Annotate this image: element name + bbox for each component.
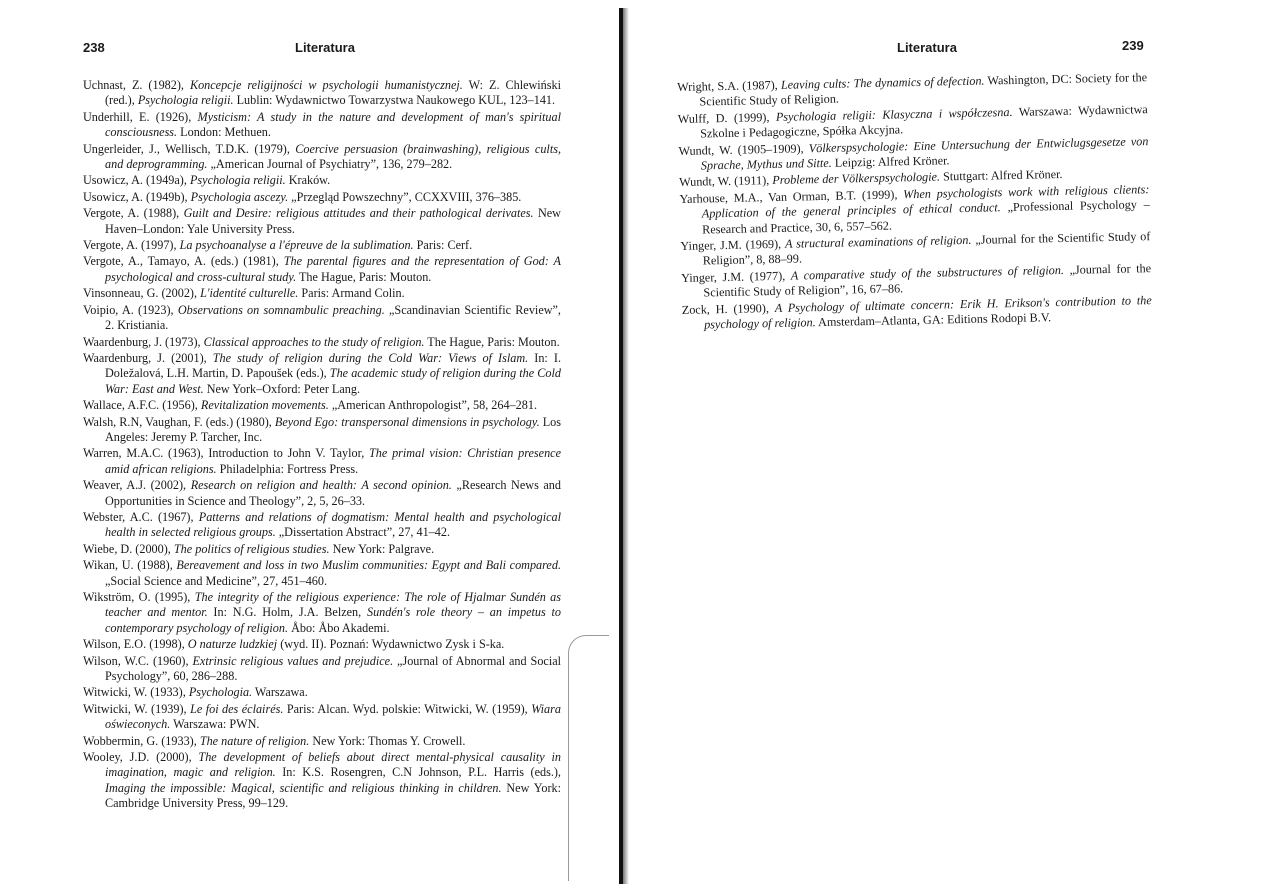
reference-entry bbox=[83, 685, 561, 700]
reference-text: The Hague, Paris: Mouton. bbox=[296, 269, 432, 284]
reference-text: New York: Thomas Y. Crowell. bbox=[309, 733, 466, 748]
reference-title: The nature of religion. bbox=[199, 733, 310, 748]
reference-entry bbox=[83, 478, 561, 509]
reference-entry bbox=[83, 254, 561, 285]
reference-title: Leaving cults: The dynamics of defection. bbox=[780, 73, 985, 92]
reference-text: „Journal of Abnormal and Social Psychology”, 60, 286–288. bbox=[105, 653, 562, 684]
reference-text: Yinger, J.M. (1977), bbox=[680, 268, 791, 285]
reference-text: „Przegląd Powszechny”, CCXXVIII, 376–385. bbox=[288, 189, 522, 204]
running-title-right: Literatura bbox=[897, 40, 957, 55]
reference-text: Vergote, A., Tamayo, A. (eds.) (1981), bbox=[83, 254, 284, 269]
reference-title: The study of religion during the Cold War: Views of Islam. bbox=[212, 350, 529, 365]
reference-entry bbox=[83, 734, 561, 749]
reference-text: Leipzig: Alfred Kröner. bbox=[831, 153, 950, 170]
reference-text: „American Journal of Psychiatry”, 136, 279–282. bbox=[207, 157, 453, 172]
reference-text: Warszawa: PWN. bbox=[170, 717, 260, 732]
reference-text: Underhill, E. (1926), bbox=[83, 109, 198, 124]
reference-title: Coercive persuasion (brainwashing), religious cults, and deprogramming. bbox=[105, 141, 561, 172]
reference-list-left bbox=[83, 78, 561, 813]
reference-text: Yarhouse, M.A., Van Orman, B.T. (1999), bbox=[679, 187, 904, 206]
reference-text: In: I. Doležalová, L.H. Martin, D. Papoušek (eds.), bbox=[105, 350, 561, 381]
reference-entry bbox=[83, 415, 561, 446]
reference-text: W: Z. Chlewiński (red.), bbox=[105, 78, 561, 108]
reference-text: Wikström, O. (1995), bbox=[83, 590, 195, 604]
reference-text: Witwicki, W. (1939), bbox=[83, 701, 191, 716]
reference-text: Vinsonneau, G. (2002), bbox=[83, 286, 201, 301]
reference-text: Vergote, A. (1988), bbox=[83, 206, 184, 221]
reference-entry bbox=[83, 446, 561, 477]
reference-text: Åbo: Åbo Akademi. bbox=[288, 620, 390, 635]
reference-entry bbox=[83, 542, 561, 557]
reference-title: The integrity of the religious experience: The role of Hjalmar Sundén as teacher and mentor. bbox=[105, 590, 561, 620]
reference-title: The academic study of religion during the Cold War: East and West. bbox=[105, 366, 561, 396]
reference-title: Research on religion and health: A second opinion. bbox=[190, 478, 452, 493]
running-title-left: Literatura bbox=[295, 40, 355, 55]
reference-entry bbox=[83, 238, 561, 253]
reference-title: Revitalization movements. bbox=[200, 398, 329, 413]
reference-title: A comparative study of the substructures of religion. bbox=[790, 262, 1065, 283]
reference-text: „Scandinavian Scientific Review”, 2. Kristiania. bbox=[105, 302, 561, 333]
reference-text: Philadelphia: Fortress Press. bbox=[216, 461, 359, 476]
reference-entry bbox=[83, 510, 561, 541]
reference-text: Zock, H. (1990), bbox=[681, 300, 775, 317]
reference-text: Usowicz, A. (1949a), bbox=[83, 173, 190, 188]
reference-title: Wiara oświeconych. bbox=[105, 701, 561, 732]
reference-title: Observations on somnambulic preaching. bbox=[177, 302, 385, 317]
reference-text: New York–Oxford: Peter Lang. bbox=[203, 381, 361, 396]
reference-text: Voipio, A. (1923), bbox=[83, 302, 178, 317]
reference-entry bbox=[83, 398, 561, 413]
reference-title: Mysticism: A study in the nature and development of man's spiritual consciousness. bbox=[105, 109, 561, 140]
reference-text: Kraków. bbox=[285, 173, 331, 188]
reference-text: Wundt, W. (1911), bbox=[678, 173, 773, 190]
reference-text: Los Angeles: Jeremy P. Tarcher, Inc. bbox=[105, 414, 561, 444]
reference-entry bbox=[679, 182, 1150, 238]
reference-text: „Social Science and Medicine”, 27, 451–460. bbox=[105, 573, 328, 588]
reference-text: Wallace, A.F.C. (1956), bbox=[83, 398, 201, 413]
page-number-left: 238 bbox=[83, 40, 105, 55]
reference-text: Waardenburg, J. (1973), bbox=[83, 334, 204, 349]
reference-title: The development of beliefs about direct mental-physical causality in imagination, magic and religion. bbox=[105, 750, 561, 780]
reference-text: Paris: Cerf. bbox=[413, 238, 473, 253]
reference-text: Washington, DC: Society for the Scientific Study of Religion. bbox=[699, 70, 1148, 109]
reference-title: Bereavement and loss in two Muslim communities: Egypt and Bali compared. bbox=[176, 558, 561, 573]
reference-title: Le foi des éclairés. bbox=[190, 701, 284, 716]
reference-text: Wundt, W. (1905–1909), bbox=[678, 140, 809, 158]
reference-entry bbox=[83, 654, 561, 685]
reference-text: The Hague, Paris: Mouton. bbox=[424, 334, 560, 349]
reference-text: „Dissertation Abstract”, 27, 41–42. bbox=[275, 525, 451, 540]
reference-entry bbox=[83, 303, 561, 334]
reference-text: In: N.G. Holm, J.A. Belzen, bbox=[207, 605, 367, 620]
reference-text: Lublin: Wydawnictwo Towarzystwa Naukowego KUL, 123–141. bbox=[233, 93, 556, 108]
reference-entry bbox=[83, 110, 561, 141]
left-page bbox=[0, 0, 620, 893]
reference-text: Wulff, D. (1999), bbox=[677, 109, 777, 126]
reference-title: L'identité culturelle. bbox=[200, 286, 299, 301]
reference-text: (wyd. II). Poznań: Wydawnictwo Zysk i S-ka. bbox=[277, 637, 505, 652]
reference-title: O naturze ludzkiej bbox=[187, 637, 278, 652]
reference-entry bbox=[83, 351, 561, 397]
reference-text: Warszawa: Wydawnictwa Szkolne i Pedagogiczne, Spółka Akcyjna. bbox=[699, 101, 1148, 141]
reference-title: Imaging the impossible: Magical, scientific and religious thinking in children. bbox=[105, 780, 502, 795]
reference-title: Psychologia religii. bbox=[189, 173, 286, 188]
reference-entry bbox=[83, 190, 561, 205]
reference-title: The primal vision: Christian presence amid african religions. bbox=[105, 446, 561, 476]
reference-text: Wikan, U. (1988), bbox=[83, 558, 177, 573]
reference-text: „Research News and Opportunities in Science and Theology”, 2, 5, 26–33. bbox=[105, 478, 561, 508]
reference-entry bbox=[83, 142, 561, 173]
reference-text: Paris: Armand Colin. bbox=[298, 286, 405, 301]
reference-text: Wilson, W.C. (1960), bbox=[83, 653, 193, 668]
reference-title: Völkerspsychologie: Eine Untersuchung der Entwiclugsgesetze von Sprache, Mythus und Sitte. bbox=[700, 133, 1149, 173]
reference-text: Waardenburg, J. (2001), bbox=[83, 350, 213, 365]
reference-title: Patterns and relations of dogmatism: Mental health and psychological health in selected religious groups. bbox=[105, 509, 561, 540]
reference-title: A structural examinations of religion. bbox=[784, 232, 972, 251]
reference-text: Usowicz, A. (1949b), bbox=[83, 189, 191, 204]
reference-text: Warszawa. bbox=[252, 685, 308, 700]
reference-title: Guilt and Desire: religious attitudes and their pathological derivates. bbox=[183, 206, 534, 221]
reference-text: Walsh, R.N, Vaughan, F. (eds.) (1980), bbox=[83, 414, 275, 429]
reference-text: Webster, A.C. (1967), bbox=[83, 509, 199, 524]
reference-entry bbox=[83, 173, 561, 188]
reference-title: Psychologia religii: Klasyczna i współczesna. bbox=[775, 104, 1013, 124]
reference-text: „Professional Psychology – Research and Practice, 30, 6, 557–562. bbox=[701, 197, 1150, 237]
reference-text: Weaver, A.J. (2002), bbox=[83, 478, 191, 493]
reference-title: La psychoanalyse a l'épreuve de la sublimation. bbox=[179, 238, 414, 253]
reference-entry bbox=[83, 558, 561, 589]
reference-text: New York: Palgrave. bbox=[329, 541, 435, 556]
reference-title: The parental figures and the representation of God: A psychological and cross-cultural study. bbox=[105, 254, 561, 284]
reference-text: Wilson, E.O. (1998), bbox=[83, 637, 188, 652]
reference-text: Yinger, J.M. (1969), bbox=[680, 236, 786, 254]
reference-text: Wiebe, D. (2000), bbox=[83, 541, 174, 556]
reference-text: „American Anthropologist”, 58, 264–281. bbox=[328, 398, 537, 413]
reference-text: New York: Cambridge University Press, 99–129. bbox=[105, 780, 561, 811]
reference-title: Classical approaches to the study of religion. bbox=[203, 334, 425, 349]
reference-text: Amsterdam–Atlanta, GA: Editions Rodopi B.V. bbox=[815, 310, 1052, 330]
reference-text: In: K.S. Rosengren, C.N Johnson, P.L. Harris (eds.), bbox=[275, 765, 561, 780]
reference-entry bbox=[83, 206, 561, 237]
reference-entry bbox=[83, 335, 561, 350]
reference-entry bbox=[83, 286, 561, 301]
reference-text: Wright, S.A. (1987), bbox=[677, 77, 782, 94]
reference-entry bbox=[83, 702, 561, 733]
reference-title: The politics of religious studies. bbox=[173, 541, 330, 556]
reference-text: „Journal for the Scientific Study of Religion”, 16, 67–86. bbox=[703, 260, 1152, 300]
reference-text: New Haven–London: Yale University Press. bbox=[105, 206, 561, 236]
reference-title: Psychologia. bbox=[188, 685, 253, 700]
reference-text: Paris: Alcan. Wyd. polskie: Witwicki, W. (1959), bbox=[283, 701, 532, 716]
page-number-right: 239 bbox=[1122, 38, 1144, 53]
reference-text: Ungerleider, J., Wellisch, T.D.K. (1979), bbox=[83, 141, 296, 156]
reference-title: Psychologia religii. bbox=[137, 93, 234, 108]
reference-title: Sundén's role theory – an impetus to contemporary psychology of religion. bbox=[105, 605, 561, 635]
reference-title: When psychologists work with religious clients: Application of the general principles of ethical conduct. bbox=[701, 181, 1150, 221]
reference-text: London: Methuen. bbox=[177, 125, 271, 140]
reference-text: Vergote, A. (1997), bbox=[83, 238, 180, 253]
reference-title: A Psychology of ultimate concern: Erik H. Erikson's contribution to the psychology of religion. bbox=[703, 292, 1152, 332]
reference-title: Koncepcje religijności w psychologii humanistycznej. bbox=[189, 78, 463, 92]
reference-text: Warren, M.A.C. (1963), Introduction to John V. Taylor, bbox=[83, 446, 370, 461]
reference-title: Extrinsic religious values and prejudice. bbox=[192, 653, 394, 668]
reference-entry bbox=[83, 637, 561, 652]
page-curl-mark bbox=[568, 635, 609, 881]
reference-text: Witwicki, W. (1933), bbox=[83, 685, 189, 700]
reference-entry bbox=[83, 78, 561, 109]
reference-title: Beyond Ego: transpersonal dimensions in psychology. bbox=[274, 414, 540, 429]
reference-entry bbox=[83, 750, 561, 812]
right-page bbox=[625, 0, 1263, 893]
reference-entry bbox=[83, 590, 561, 636]
reference-title: Probleme der Völkerspsychologie. bbox=[772, 169, 941, 188]
reference-title: Psychologia ascezy. bbox=[190, 189, 289, 204]
reference-list-right bbox=[677, 70, 1152, 334]
reference-text: Wooley, J.D. (2000), bbox=[83, 750, 199, 765]
reference-text: Uchnast, Z. (1982), bbox=[83, 78, 190, 92]
reference-text: „Journal for the Scientific Study of Religion”, 8, 88–99. bbox=[702, 229, 1151, 268]
reference-text: Stuttgart: Alfred Kröner. bbox=[939, 167, 1063, 184]
reference-text: Wobbermin, G. (1933), bbox=[83, 733, 200, 748]
